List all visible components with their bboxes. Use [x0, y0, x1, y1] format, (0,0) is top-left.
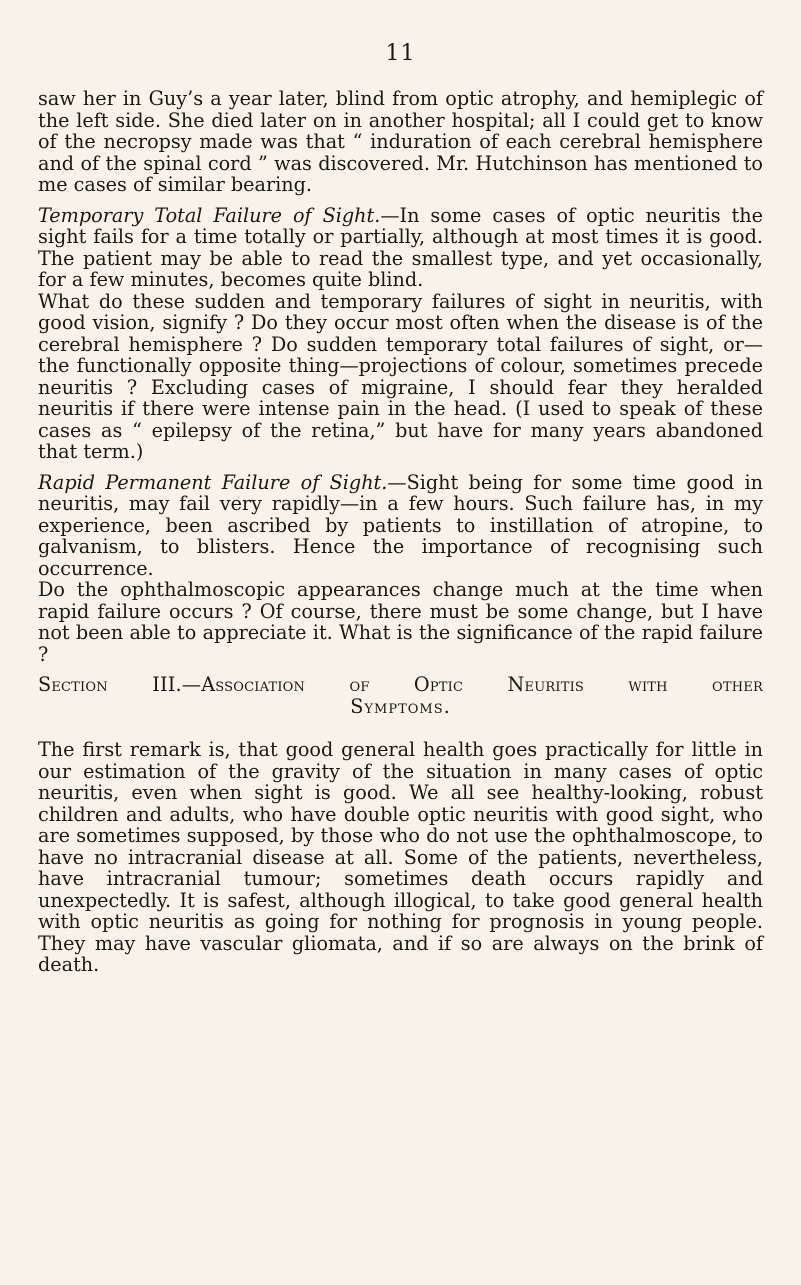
paragraph-heading-rapid-failure: Rapid Permanent Failure of Sight.: [38, 470, 388, 494]
spacer: [38, 717, 763, 739]
paragraph-heading-temporary-failure: Temporary Total Failure of Sight.: [38, 203, 381, 227]
paragraph-sudden-failures-questions: What do these sudden and temporary failures of sight in neuritis, with good vision, signify ? Do they occur most often when the disease is of the cerebral hemisphere ? Do sudden temporary total failures of sight, or—the functionally opposite thing—projections of colour, sometimes precede neuritis ? Excluding cases of migraine, I should fear they heralded neuritis if there were intense pain in the head. (I used to speak of these cases as “ epilepsy of the retina,” but have for many years abandoned that term.): [38, 289, 763, 463]
paragraph-ophthalmoscopic-appearances: Do the ophthalmoscopic appearances change much at the time when rapid failure occurs ? Of course, there must be some change, but I have not been able to appreciate it. What is the significance of the rapid failure ?: [38, 578, 763, 666]
paragraph-general-health: The first remark is, that good general health goes practically for little in our estimation of the gravity of the situation in many cases of optic neuritis, even when sight is good. We all see healthy-looking, robust children and adults, who have double optic neuritis with good sight, who are sometimes supposed, by those who do not use the ophthalmoscope, to have no intracranial disease at all. Some of the patients, nevertheless, have intracranial tumour; sometimes death occurs rapidly and unexpectedly. It is safest, although illogical, to take good general health with optic neuritis as going for nothing for prognosis in young people. They may have vascular gliomata, and if so are always on the brink of death.: [38, 738, 763, 976]
paragraph-temporary-failure-body: —In some cases of optic neuritis the sight fails for a time totally or partially, although at most times it is good. The patient may be able to read the smallest type, and yet occasionally, for a few minutes, becomes quite blind.: [38, 203, 763, 291]
section-heading-line-1: Section III.—Association of Optic Neuritis with other: [38, 673, 763, 696]
paragraph-guys-case: saw her in Guy’s a year later, blind from optic atrophy, and hemiplegic of the left side. She died later on in another hospital; all I could get to know of the necropsy made was that “ induration of each cerebral hemisphere and of the spinal cord ” was discovered. Mr. Hutchinson has mentioned to me cases of similar bearing.: [38, 87, 763, 196]
page-number: 11: [385, 41, 416, 66]
paragraph-rapid-failure-body: —Sight being for some time good in neuritis, may fail very rapidly—in a few hours. Such failure has, in my experience, been ascribed by patients to instillation of atropine, to galvanism, to blisters. Hence the importance of recognising such occurrence.: [38, 470, 763, 580]
paragraph-rapid-failure: [38, 472, 763, 580]
section-heading: [38, 674, 763, 717]
section-heading-line-2: Symptoms.: [350, 694, 451, 718]
paragraph-temporary-failure: [38, 205, 763, 291]
body-text: [38, 88, 763, 976]
